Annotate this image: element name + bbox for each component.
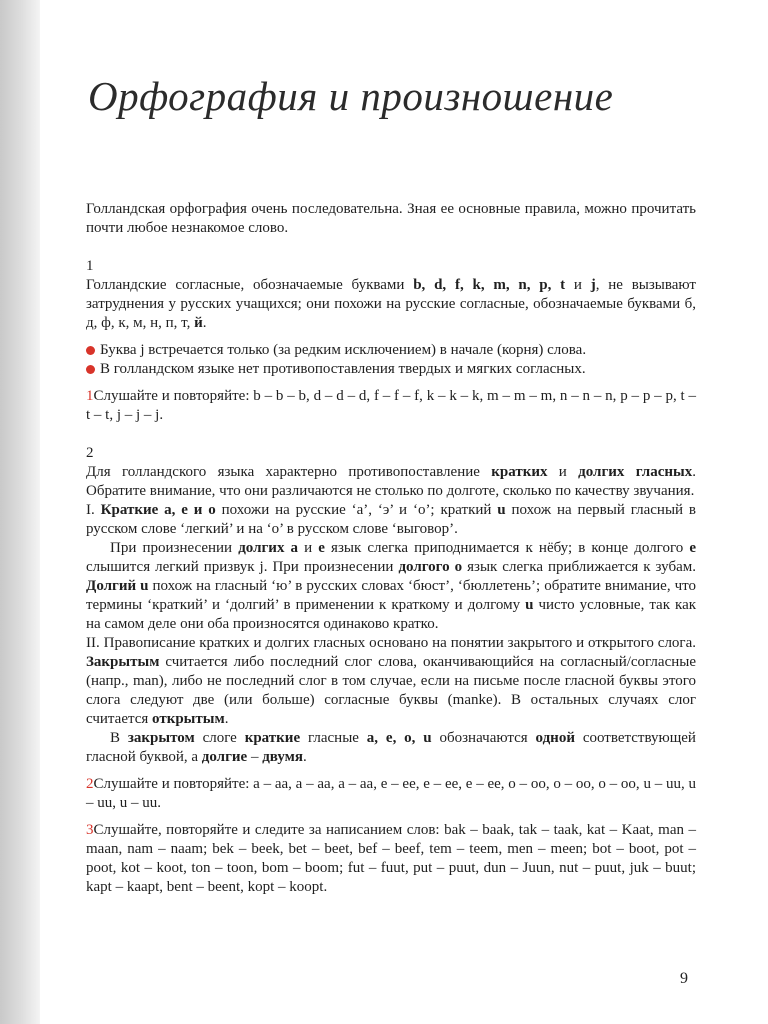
text-span: слышится легкий призвук j. При произнесении (86, 559, 399, 575)
text-span: слоге (194, 730, 245, 746)
exercise-number: 3 (86, 822, 94, 838)
bold-term: Краткие a, e и o (100, 502, 216, 518)
letter-j-bold: j (590, 277, 596, 293)
text-span: считается либо последний слог слова, оканчивающийся на согласный/согласные (напр., man), либо не последний слог в том случае, если на письме после гласной буквы этого слога следуют две (или больше) согласные буквы (manke). В остальных случаях слог считается (86, 654, 696, 727)
section-number-1: 1 (86, 258, 94, 274)
bold-term: закрытом (127, 730, 195, 746)
bold-term: долгого o (398, 559, 463, 575)
text-span: . (202, 315, 207, 331)
text-span: соответствующей гласной буквой, а (86, 730, 696, 765)
bold-term: долгих a (238, 540, 299, 556)
bullet-item-2 (86, 360, 696, 379)
bullet-text: В голландском языке нет противопоставления твердых и мягких согласных. (100, 361, 586, 377)
text-span: . (303, 749, 307, 765)
bold-term: a, e, o, u (366, 730, 432, 746)
text-span: чисто условные, так как на самом деле они оба произносятся одинаково кратко. (86, 597, 697, 632)
text-span: При произнесении (110, 540, 239, 556)
section2-paragraph-5 (86, 729, 696, 767)
text-span: Голландские согласные, обозначаемые буквами (86, 277, 414, 293)
exercise-3 (86, 821, 696, 897)
book-page (40, 0, 768, 1024)
text-span: похож на гласный ‘ю’ в русских словах ‘бюст’, ‘бюллетень’; обратите внимание, что термины ‘краткий’ и ‘долгий’ в применении к краткому и долгому (86, 578, 696, 613)
bullet-item-1 (86, 341, 696, 360)
text-span: гласные (300, 730, 367, 746)
intro-paragraph: Голландская орфография очень последовательна. Зная ее основные правила, можно прочитать почти любое незнакомое слово. (86, 201, 696, 236)
section2-paragraph-1 (86, 463, 696, 501)
exercise-number: 2 (86, 776, 94, 792)
bullet-text: Буква j встречается только (за редким исключением) в начале (корня) слова. (100, 342, 587, 358)
page-shadow (0, 0, 40, 1024)
bold-term: краткие (244, 730, 301, 746)
letter-y-bold: й (194, 315, 203, 331)
text-span: язык слегка приближается к зубам. (462, 559, 696, 575)
text-span: и (298, 540, 319, 556)
exercise-text: Слушайте, повторяйте и следите за написанием слов: bak – baak, tak – taak, kat – Kaat, man – maan, nam – naam; bek – beek, bet – beet, bef – beef, tem – teem, men – meen; bot – boot, pot – poot, kot – koot, ton – toon, bom – boom; fut – fuut, put – puut, dun – Juun, nut – puut, juk – buut; kapt – kaapt, bent – beent, kopt – koopt. (86, 822, 696, 895)
exercise-number: 1 (86, 388, 94, 404)
section2-paragraph-4 (86, 634, 696, 729)
bold-term: долгие (201, 749, 248, 765)
text-span: и (565, 277, 591, 293)
text-span: обозначаются (431, 730, 536, 746)
bold-term: одной (535, 730, 575, 746)
exercise-text: Слушайте и повторяйте: b – b – b, d – d – d, f – f – f, k – k – k, m – m – m, n – n – n, p – p – p, t – t – t, j – j – j. (86, 388, 696, 423)
text-span: похожи на русские ‘а’, ‘э’ и ‘о’; краткий (215, 502, 498, 518)
page-number: 9 (680, 970, 688, 987)
text-span: II. Правописание кратких и долгих гласных основано на понятии закрытого и открытого слога. (86, 635, 696, 651)
text-span: – (247, 749, 263, 765)
bold-term: двумя (262, 749, 303, 765)
text-span: В (110, 730, 128, 746)
exercise-text: Слушайте и повторяйте: a – aa, a – aa, a – aa, e – ee, e – ee, e – ee, o – oo, o – oo, o – oo, u – uu, u – uu, u – uu. (86, 776, 696, 811)
text-span: . (224, 711, 229, 727)
text-span: . Обратите внимание, что они различаются не столько по долготе, сколько по качеству звучания. (86, 464, 696, 499)
text-span: и (547, 464, 579, 480)
letters-bold: b, d, f, k, m, n, p, t (413, 277, 566, 293)
bold-term: кратких (491, 464, 548, 480)
bold-term: Долгий u (86, 578, 149, 594)
bold-term: u (497, 502, 506, 518)
bold-term: e (318, 540, 325, 556)
text-span: язык слегка приподнимается к нёбу; в конце долгого (324, 540, 690, 556)
page-content (86, 200, 696, 897)
section2-paragraph-2 (86, 501, 696, 539)
exercise-2 (86, 775, 696, 813)
bold-term: e (689, 540, 697, 556)
section1-paragraph (86, 276, 696, 333)
text-span: I. (86, 502, 101, 518)
red-bullet-icon (86, 346, 95, 355)
bold-term: u (525, 597, 534, 613)
section2-paragraph-3 (86, 539, 696, 634)
red-bullet-icon (86, 365, 95, 374)
bold-term: Закрытым (86, 654, 160, 670)
text-span: Для голландского языка характерно противопоставление (86, 464, 492, 480)
bold-term: открытым (152, 711, 225, 727)
section-number-2: 2 (86, 445, 94, 461)
bold-term: долгих гласных (578, 464, 693, 480)
text-span: похож на первый гласный в русском слове ‘легкий’ и на ‘о’ в русском слове ‘выговор’. (86, 502, 696, 537)
text-span: , не вызывают затруднения у русских учащихся; они похожи на русские согласные, обозначаемые буквами б, д, ф, к, м, н, п, т, (86, 277, 696, 331)
exercise-1 (86, 387, 696, 425)
page-title: Орфография и произношение (88, 73, 614, 119)
